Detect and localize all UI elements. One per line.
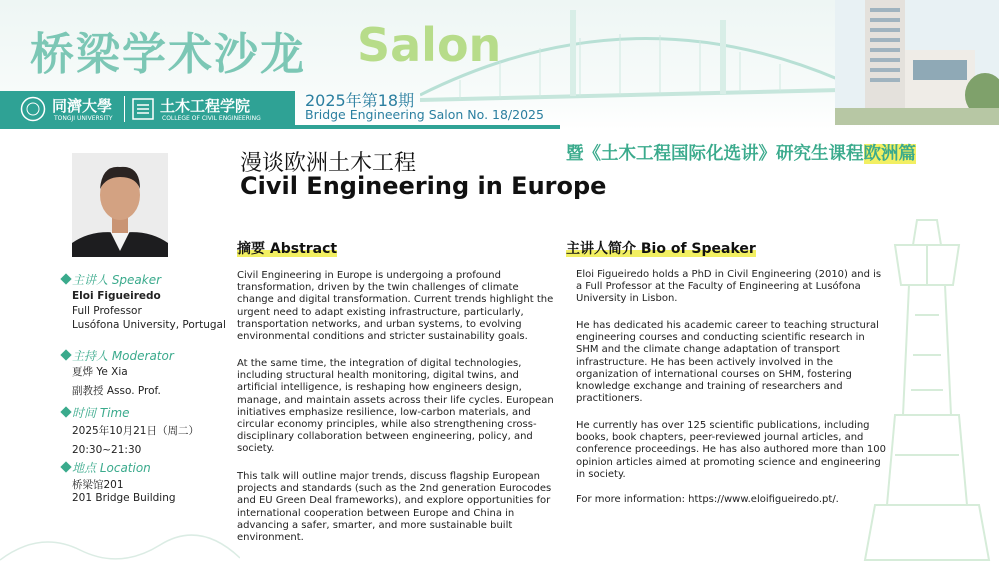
bio-paragraph: Eloi Figueiredo holds a PhD in Civil Engineering (2010) and is a Full Professor at the Faculty of Engineering at Lusófona University in Lisbon.: [576, 269, 882, 305]
speaker-name: Eloi Figueiredo: [72, 290, 161, 302]
course-prefix: 暨《土木工程国际化选讲》研究生课程: [566, 144, 864, 164]
talk-title-english: Civil Engineering in Europe: [240, 172, 607, 200]
speaker-label: 主讲人 Speaker: [72, 273, 162, 287]
salon-title-english: Salon: [357, 18, 502, 72]
event-time: 20:30~21:30: [72, 444, 142, 456]
moderator-bullet-icon: [60, 349, 71, 360]
tongji-logo-text: 同濟大學: [52, 97, 113, 115]
location-label: 地点 Location: [72, 461, 151, 475]
abstract-heading: 摘要 Abstract: [237, 241, 338, 257]
abstract-paragraph: Civil Engineering in Europe is undergoing a profound transformation, driven by the twin challenges of climate change and digital transformation. Current trends highlight the urgent need to adapt existing infrastructure, particularly, transportation networks, and urban systems, to evolving environmental conditions and stricter sustainability goals.: [237, 270, 554, 343]
bio-website: For more information: https://www.eloifigueiredo.pt/.: [576, 494, 839, 505]
bio-paragraph: He has dedicated his academic career to teaching structural engineering courses and conducting scientific research in SHM and the climate change adaptation of transport infrastructure. He has been actively involved in the organization of international courses on SHM, fostering knowledge exchange and training of researchers and practitioners.: [576, 320, 879, 405]
time-label: 时间 Time: [72, 406, 130, 420]
course-highlight: 欧洲篇: [863, 144, 916, 164]
college-logo-text: 土木工程学院: [160, 97, 251, 115]
speaker-title: Full Professor: [72, 305, 142, 317]
salon-title-chinese: 桥梁学术沙龙: [30, 29, 306, 80]
abstract-paragraph: This talk will outline major trends, discuss flagship European projects and standards (such as the 2nd generation Eurocodes and EU Green Deal frameworks), and explore opportunities for international cooperation between Europe and China in advancing a safer, smarter, and more sustainable built environment.: [237, 471, 552, 544]
tongji-emblem-icon: [20, 96, 46, 122]
tongji-logo-subtext: TONGJI UNIVERSITY: [54, 115, 113, 122]
college-emblem-icon: [132, 98, 154, 120]
moderator-title: 副教授 Asso. Prof.: [72, 385, 161, 397]
moderator-label: 主持人 Moderator: [72, 349, 174, 363]
location-english: 201 Bridge Building: [72, 492, 176, 504]
campus-building-photo: [835, 0, 999, 125]
header-rule: [0, 125, 560, 129]
sketch-decoration: [0, 520, 240, 562]
moderator-name: 夏烨 Ye Xia: [72, 366, 128, 378]
location-chinese: 桥梁馆201: [72, 479, 124, 491]
speaker-photo: [72, 153, 168, 257]
bio-paragraph: He currently has over 125 scientific publications, including books, book chapters, peer-reviewed journal articles, and conference proceedings. He has also authored more than 100 opinion articles aimed at promoting science and engineering in society.: [576, 420, 886, 480]
location-bullet-icon: [60, 461, 71, 472]
speaker-bullet-icon: [60, 273, 71, 284]
talk-title-chinese: 漫谈欧洲土木工程: [240, 151, 417, 176]
abstract-paragraph: At the same time, the integration of digital technologies, including structural health monitoring, digital twins, and artificial intelligence, is reshaping how engineers design, manage, and maintain assets across their life cycles. European initiatives emphasize resilience, low-carbon materials, and circular economy principles, while also strengthening cross-disciplinary collaboration between engineering, policy, and society.: [237, 358, 554, 455]
course-line: [566, 140, 916, 165]
issue-number-chinese: 2025年第18期: [305, 91, 415, 110]
logo-bar: [0, 91, 295, 127]
time-bullet-icon: [60, 406, 71, 417]
college-logo-subtext: COLLEGE OF CIVIL ENGINEERING: [162, 115, 261, 122]
bio-heading: 主讲人简介 Bio of Speaker: [566, 241, 756, 257]
logo-divider: [124, 96, 125, 122]
speaker-affiliation: Lusófona University, Portugal: [72, 319, 226, 331]
issue-number-english: Bridge Engineering Salon No. 18/2025: [305, 107, 544, 122]
tower-illustration: [855, 215, 999, 562]
event-date: 2025年10月21日（周二）: [72, 425, 199, 437]
